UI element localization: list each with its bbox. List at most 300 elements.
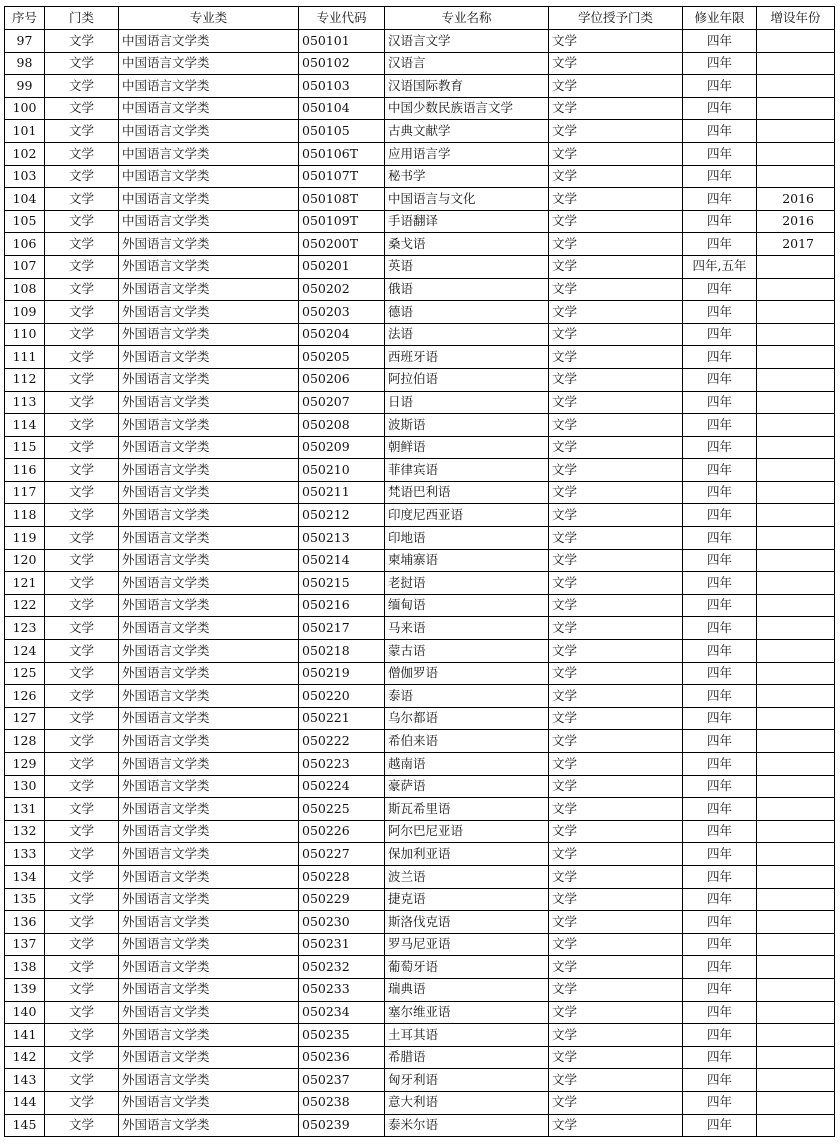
cell-degree-category: 文学 xyxy=(549,481,683,504)
cell-major-name: 朝鲜语 xyxy=(385,436,549,459)
table-row xyxy=(5,414,835,437)
cell-category: 文学 xyxy=(45,572,119,595)
cell-year-added xyxy=(757,640,835,663)
cell-major-name: 印度尼西亚语 xyxy=(385,504,549,527)
cell-major-code: 050214 xyxy=(299,549,385,572)
cell-major-class: 外国语言文学类 xyxy=(119,1114,299,1137)
cell-category: 文学 xyxy=(45,346,119,369)
cell-serial-number: 103 xyxy=(5,165,45,188)
cell-serial-number: 117 xyxy=(5,481,45,504)
cell-major-name: 秘书学 xyxy=(385,165,549,188)
cell-year-added xyxy=(757,30,835,53)
cell-degree-category: 文学 xyxy=(549,255,683,278)
cell-major-class: 外国语言文学类 xyxy=(119,572,299,595)
cell-year-added xyxy=(757,730,835,753)
cell-serial-number: 120 xyxy=(5,549,45,572)
cell-degree-category: 文学 xyxy=(549,233,683,256)
cell-major-name: 僧伽罗语 xyxy=(385,662,549,685)
cell-category: 文学 xyxy=(45,301,119,324)
cell-major-name: 匈牙利语 xyxy=(385,1069,549,1092)
cell-degree-category: 文学 xyxy=(549,956,683,979)
cell-major-class: 外国语言文学类 xyxy=(119,549,299,572)
table-row xyxy=(5,933,835,956)
cell-study-duration: 四年 xyxy=(683,1001,757,1024)
cell-study-duration: 四年 xyxy=(683,865,757,888)
cell-serial-number: 141 xyxy=(5,1024,45,1047)
cell-degree-category: 文学 xyxy=(549,142,683,165)
cell-major-code: 050207 xyxy=(299,391,385,414)
cell-degree-category: 文学 xyxy=(549,75,683,98)
cell-serial-number: 132 xyxy=(5,820,45,843)
cell-category: 文学 xyxy=(45,1114,119,1137)
table-header-row xyxy=(5,7,835,30)
table-row xyxy=(5,52,835,75)
table-row xyxy=(5,707,835,730)
cell-category: 文学 xyxy=(45,843,119,866)
cell-year-added xyxy=(757,572,835,595)
cell-study-duration: 四年 xyxy=(683,391,757,414)
majors-table xyxy=(4,6,835,1137)
cell-major-class: 外国语言文学类 xyxy=(119,640,299,663)
cell-serial-number: 101 xyxy=(5,120,45,143)
table-row xyxy=(5,888,835,911)
cell-study-duration: 四年 xyxy=(683,120,757,143)
cell-year-added xyxy=(757,775,835,798)
cell-year-added xyxy=(757,956,835,979)
cell-serial-number: 123 xyxy=(5,617,45,640)
cell-study-duration: 四年 xyxy=(683,323,757,346)
cell-major-code: 050219 xyxy=(299,662,385,685)
cell-degree-category: 文学 xyxy=(549,527,683,550)
cell-category: 文学 xyxy=(45,933,119,956)
cell-major-name: 阿尔巴尼亚语 xyxy=(385,820,549,843)
cell-major-name: 缅甸语 xyxy=(385,594,549,617)
cell-degree-category: 文学 xyxy=(549,165,683,188)
cell-serial-number: 135 xyxy=(5,888,45,911)
cell-major-code: 050202 xyxy=(299,278,385,301)
cell-serial-number: 97 xyxy=(5,30,45,53)
cell-major-class: 外国语言文学类 xyxy=(119,594,299,617)
cell-major-class: 外国语言文学类 xyxy=(119,978,299,1001)
table-row xyxy=(5,504,835,527)
cell-major-name: 西班牙语 xyxy=(385,346,549,369)
cell-study-duration: 四年 xyxy=(683,527,757,550)
cell-major-class: 外国语言文学类 xyxy=(119,255,299,278)
table-row xyxy=(5,798,835,821)
cell-degree-category: 文学 xyxy=(549,391,683,414)
cell-degree-category: 文学 xyxy=(549,820,683,843)
cell-study-duration: 四年 xyxy=(683,775,757,798)
cell-serial-number: 118 xyxy=(5,504,45,527)
cell-year-added xyxy=(757,753,835,776)
cell-degree-category: 文学 xyxy=(549,1114,683,1137)
cell-serial-number: 112 xyxy=(5,368,45,391)
cell-category: 文学 xyxy=(45,1069,119,1092)
cell-major-name: 波兰语 xyxy=(385,865,549,888)
cell-major-name: 斯瓦希里语 xyxy=(385,798,549,821)
cell-degree-category: 文学 xyxy=(549,414,683,437)
cell-year-added xyxy=(757,707,835,730)
cell-year-added xyxy=(757,978,835,1001)
cell-study-duration: 四年 xyxy=(683,1114,757,1137)
cell-year-added xyxy=(757,255,835,278)
cell-major-class: 中国语言文学类 xyxy=(119,142,299,165)
cell-year-added xyxy=(757,662,835,685)
cell-year-added xyxy=(757,617,835,640)
cell-major-class: 外国语言文学类 xyxy=(119,436,299,459)
cell-study-duration: 四年 xyxy=(683,798,757,821)
cell-degree-category: 文学 xyxy=(549,1024,683,1047)
cell-serial-number: 142 xyxy=(5,1046,45,1069)
cell-major-name: 塞尔维亚语 xyxy=(385,1001,549,1024)
cell-category: 文学 xyxy=(45,1091,119,1114)
cell-category: 文学 xyxy=(45,255,119,278)
cell-major-code: 050105 xyxy=(299,120,385,143)
cell-major-code: 050101 xyxy=(299,30,385,53)
cell-major-code: 050212 xyxy=(299,504,385,527)
table-row xyxy=(5,594,835,617)
table-row xyxy=(5,730,835,753)
cell-category: 文学 xyxy=(45,617,119,640)
cell-study-duration: 四年 xyxy=(683,346,757,369)
cell-category: 文学 xyxy=(45,481,119,504)
majors-table-container xyxy=(4,6,835,1137)
table-row xyxy=(5,640,835,663)
cell-major-class: 中国语言文学类 xyxy=(119,52,299,75)
cell-serial-number: 119 xyxy=(5,527,45,550)
cell-major-code: 050222 xyxy=(299,730,385,753)
cell-degree-category: 文学 xyxy=(549,504,683,527)
cell-degree-category: 文学 xyxy=(549,911,683,934)
header-year-added: 增设年份 xyxy=(757,7,835,30)
cell-major-code: 050216 xyxy=(299,594,385,617)
cell-major-name: 德语 xyxy=(385,301,549,324)
cell-major-code: 050218 xyxy=(299,640,385,663)
cell-degree-category: 文学 xyxy=(549,640,683,663)
cell-study-duration: 四年 xyxy=(683,911,757,934)
cell-major-name: 乌尔都语 xyxy=(385,707,549,730)
table-row xyxy=(5,368,835,391)
cell-serial-number: 116 xyxy=(5,459,45,482)
cell-study-duration: 四年 xyxy=(683,504,757,527)
cell-major-code: 050204 xyxy=(299,323,385,346)
cell-serial-number: 139 xyxy=(5,978,45,1001)
cell-degree-category: 文学 xyxy=(549,594,683,617)
table-row xyxy=(5,1001,835,1024)
table-row xyxy=(5,572,835,595)
cell-study-duration: 四年 xyxy=(683,888,757,911)
cell-category: 文学 xyxy=(45,549,119,572)
cell-serial-number: 99 xyxy=(5,75,45,98)
cell-year-added xyxy=(757,97,835,120)
cell-degree-category: 文学 xyxy=(549,120,683,143)
header-major-name: 专业名称 xyxy=(385,7,549,30)
cell-year-added xyxy=(757,391,835,414)
cell-study-duration: 四年 xyxy=(683,640,757,663)
table-row xyxy=(5,911,835,934)
cell-degree-category: 文学 xyxy=(549,278,683,301)
cell-major-class: 外国语言文学类 xyxy=(119,323,299,346)
cell-category: 文学 xyxy=(45,30,119,53)
cell-major-name: 汉语言文学 xyxy=(385,30,549,53)
cell-year-added xyxy=(757,1046,835,1069)
cell-year-added xyxy=(757,301,835,324)
cell-category: 文学 xyxy=(45,888,119,911)
cell-degree-category: 文学 xyxy=(549,617,683,640)
cell-serial-number: 129 xyxy=(5,753,45,776)
table-row xyxy=(5,142,835,165)
cell-category: 文学 xyxy=(45,1046,119,1069)
cell-degree-category: 文学 xyxy=(549,888,683,911)
table-body xyxy=(5,30,835,1137)
cell-year-added xyxy=(757,888,835,911)
cell-serial-number: 133 xyxy=(5,843,45,866)
cell-major-code: 050228 xyxy=(299,865,385,888)
header-degree-category: 学位授予门类 xyxy=(549,7,683,30)
cell-serial-number: 100 xyxy=(5,97,45,120)
cell-major-code: 050239 xyxy=(299,1114,385,1137)
cell-major-name: 梵语巴利语 xyxy=(385,481,549,504)
cell-major-class: 中国语言文学类 xyxy=(119,75,299,98)
cell-serial-number: 102 xyxy=(5,142,45,165)
cell-category: 文学 xyxy=(45,188,119,211)
cell-study-duration: 四年 xyxy=(683,30,757,53)
cell-major-name: 越南语 xyxy=(385,753,549,776)
cell-major-class: 中国语言文学类 xyxy=(119,120,299,143)
cell-major-name: 罗马尼亚语 xyxy=(385,933,549,956)
cell-serial-number: 124 xyxy=(5,640,45,663)
cell-year-added xyxy=(757,459,835,482)
cell-serial-number: 127 xyxy=(5,707,45,730)
cell-category: 文学 xyxy=(45,414,119,437)
cell-category: 文学 xyxy=(45,1001,119,1024)
cell-study-duration: 四年 xyxy=(683,436,757,459)
cell-major-name: 中国少数民族语言文学 xyxy=(385,97,549,120)
cell-serial-number: 125 xyxy=(5,662,45,685)
cell-major-class: 外国语言文学类 xyxy=(119,617,299,640)
cell-category: 文学 xyxy=(45,911,119,934)
cell-study-duration: 四年 xyxy=(683,617,757,640)
cell-category: 文学 xyxy=(45,956,119,979)
cell-major-code: 050203 xyxy=(299,301,385,324)
table-row xyxy=(5,527,835,550)
cell-major-class: 外国语言文学类 xyxy=(119,346,299,369)
cell-serial-number: 113 xyxy=(5,391,45,414)
cell-major-class: 外国语言文学类 xyxy=(119,865,299,888)
table-row xyxy=(5,685,835,708)
cell-degree-category: 文学 xyxy=(549,572,683,595)
cell-year-added xyxy=(757,278,835,301)
cell-serial-number: 98 xyxy=(5,52,45,75)
cell-year-added xyxy=(757,843,835,866)
cell-major-code: 050237 xyxy=(299,1069,385,1092)
cell-major-class: 外国语言文学类 xyxy=(119,1046,299,1069)
cell-major-class: 外国语言文学类 xyxy=(119,1069,299,1092)
cell-major-code: 050108T xyxy=(299,188,385,211)
cell-category: 文学 xyxy=(45,75,119,98)
cell-serial-number: 134 xyxy=(5,865,45,888)
cell-serial-number: 110 xyxy=(5,323,45,346)
cell-degree-category: 文学 xyxy=(549,685,683,708)
cell-major-class: 外国语言文学类 xyxy=(119,414,299,437)
cell-degree-category: 文学 xyxy=(549,662,683,685)
cell-degree-category: 文学 xyxy=(549,301,683,324)
cell-major-code: 050215 xyxy=(299,572,385,595)
cell-year-added xyxy=(757,1069,835,1092)
cell-degree-category: 文学 xyxy=(549,843,683,866)
cell-major-code: 050201 xyxy=(299,255,385,278)
cell-serial-number: 108 xyxy=(5,278,45,301)
cell-major-class: 外国语言文学类 xyxy=(119,278,299,301)
header-major-code: 专业代码 xyxy=(299,7,385,30)
cell-major-class: 外国语言文学类 xyxy=(119,301,299,324)
cell-serial-number: 136 xyxy=(5,911,45,934)
cell-category: 文学 xyxy=(45,798,119,821)
cell-major-code: 050217 xyxy=(299,617,385,640)
cell-major-class: 中国语言文学类 xyxy=(119,165,299,188)
cell-major-code: 050103 xyxy=(299,75,385,98)
cell-study-duration: 四年 xyxy=(683,301,757,324)
cell-major-name: 希腊语 xyxy=(385,1046,549,1069)
cell-study-duration: 四年 xyxy=(683,75,757,98)
cell-year-added xyxy=(757,75,835,98)
cell-serial-number: 105 xyxy=(5,210,45,233)
cell-major-name: 印地语 xyxy=(385,527,549,550)
cell-degree-category: 文学 xyxy=(549,1046,683,1069)
cell-study-duration: 四年 xyxy=(683,753,757,776)
table-row xyxy=(5,75,835,98)
cell-major-name: 英语 xyxy=(385,255,549,278)
cell-major-name: 蒙古语 xyxy=(385,640,549,663)
header-study-duration: 修业年限 xyxy=(683,7,757,30)
cell-major-class: 外国语言文学类 xyxy=(119,775,299,798)
cell-major-class: 外国语言文学类 xyxy=(119,685,299,708)
cell-major-class: 外国语言文学类 xyxy=(119,368,299,391)
cell-major-name: 保加利亚语 xyxy=(385,843,549,866)
cell-major-code: 050230 xyxy=(299,911,385,934)
cell-category: 文学 xyxy=(45,165,119,188)
cell-study-duration: 四年 xyxy=(683,414,757,437)
cell-serial-number: 104 xyxy=(5,188,45,211)
cell-study-duration: 四年 xyxy=(683,594,757,617)
cell-major-name: 葡萄牙语 xyxy=(385,956,549,979)
cell-major-code: 050106T xyxy=(299,142,385,165)
cell-year-added xyxy=(757,549,835,572)
cell-category: 文学 xyxy=(45,685,119,708)
cell-category: 文学 xyxy=(45,527,119,550)
cell-category: 文学 xyxy=(45,368,119,391)
cell-year-added xyxy=(757,323,835,346)
cell-study-duration: 四年 xyxy=(683,662,757,685)
cell-major-name: 希伯来语 xyxy=(385,730,549,753)
cell-serial-number: 143 xyxy=(5,1069,45,1092)
cell-degree-category: 文学 xyxy=(549,933,683,956)
cell-major-code: 050208 xyxy=(299,414,385,437)
cell-category: 文学 xyxy=(45,233,119,256)
cell-major-name: 波斯语 xyxy=(385,414,549,437)
cell-study-duration: 四年 xyxy=(683,188,757,211)
cell-category: 文学 xyxy=(45,662,119,685)
cell-serial-number: 126 xyxy=(5,685,45,708)
cell-major-code: 050223 xyxy=(299,753,385,776)
cell-major-code: 050225 xyxy=(299,798,385,821)
cell-major-code: 050209 xyxy=(299,436,385,459)
cell-major-code: 050236 xyxy=(299,1046,385,1069)
cell-serial-number: 131 xyxy=(5,798,45,821)
table-row xyxy=(5,165,835,188)
cell-major-code: 050233 xyxy=(299,978,385,1001)
cell-serial-number: 130 xyxy=(5,775,45,798)
cell-major-name: 柬埔寨语 xyxy=(385,549,549,572)
cell-degree-category: 文学 xyxy=(549,865,683,888)
cell-study-duration: 四年 xyxy=(683,707,757,730)
cell-category: 文学 xyxy=(45,120,119,143)
cell-degree-category: 文学 xyxy=(549,210,683,233)
cell-degree-category: 文学 xyxy=(549,30,683,53)
cell-study-duration: 四年 xyxy=(683,1069,757,1092)
cell-study-duration: 四年 xyxy=(683,978,757,1001)
cell-major-code: 050109T xyxy=(299,210,385,233)
cell-major-name: 老挝语 xyxy=(385,572,549,595)
cell-category: 文学 xyxy=(45,97,119,120)
cell-major-name: 捷克语 xyxy=(385,888,549,911)
cell-major-code: 050226 xyxy=(299,820,385,843)
cell-year-added xyxy=(757,142,835,165)
cell-category: 文学 xyxy=(45,640,119,663)
cell-major-name: 日语 xyxy=(385,391,549,414)
cell-major-name: 泰米尔语 xyxy=(385,1114,549,1137)
cell-year-added xyxy=(757,1024,835,1047)
cell-year-added xyxy=(757,414,835,437)
cell-major-class: 外国语言文学类 xyxy=(119,730,299,753)
cell-study-duration: 四年 xyxy=(683,956,757,979)
cell-category: 文学 xyxy=(45,753,119,776)
cell-serial-number: 145 xyxy=(5,1114,45,1137)
table-row xyxy=(5,210,835,233)
cell-study-duration: 四年 xyxy=(683,1024,757,1047)
cell-study-duration: 四年 xyxy=(683,278,757,301)
cell-study-duration: 四年 xyxy=(683,165,757,188)
cell-major-class: 外国语言文学类 xyxy=(119,820,299,843)
cell-category: 文学 xyxy=(45,323,119,346)
cell-year-added xyxy=(757,933,835,956)
cell-major-name: 豪萨语 xyxy=(385,775,549,798)
cell-study-duration: 四年 xyxy=(683,843,757,866)
cell-serial-number: 137 xyxy=(5,933,45,956)
cell-year-added xyxy=(757,911,835,934)
cell-major-name: 意大利语 xyxy=(385,1091,549,1114)
cell-year-added: 2016 xyxy=(757,210,835,233)
cell-major-name: 桑戈语 xyxy=(385,233,549,256)
cell-serial-number: 144 xyxy=(5,1091,45,1114)
cell-category: 文学 xyxy=(45,504,119,527)
cell-year-added xyxy=(757,865,835,888)
cell-category: 文学 xyxy=(45,391,119,414)
cell-major-name: 斯洛伐克语 xyxy=(385,911,549,934)
table-row xyxy=(5,775,835,798)
cell-major-code: 050205 xyxy=(299,346,385,369)
cell-year-added xyxy=(757,504,835,527)
header-category: 门类 xyxy=(45,7,119,30)
cell-degree-category: 文学 xyxy=(549,459,683,482)
cell-major-code: 050224 xyxy=(299,775,385,798)
cell-major-class: 外国语言文学类 xyxy=(119,504,299,527)
cell-category: 文学 xyxy=(45,707,119,730)
table-row xyxy=(5,120,835,143)
cell-serial-number: 114 xyxy=(5,414,45,437)
cell-degree-category: 文学 xyxy=(549,1001,683,1024)
cell-degree-category: 文学 xyxy=(549,775,683,798)
